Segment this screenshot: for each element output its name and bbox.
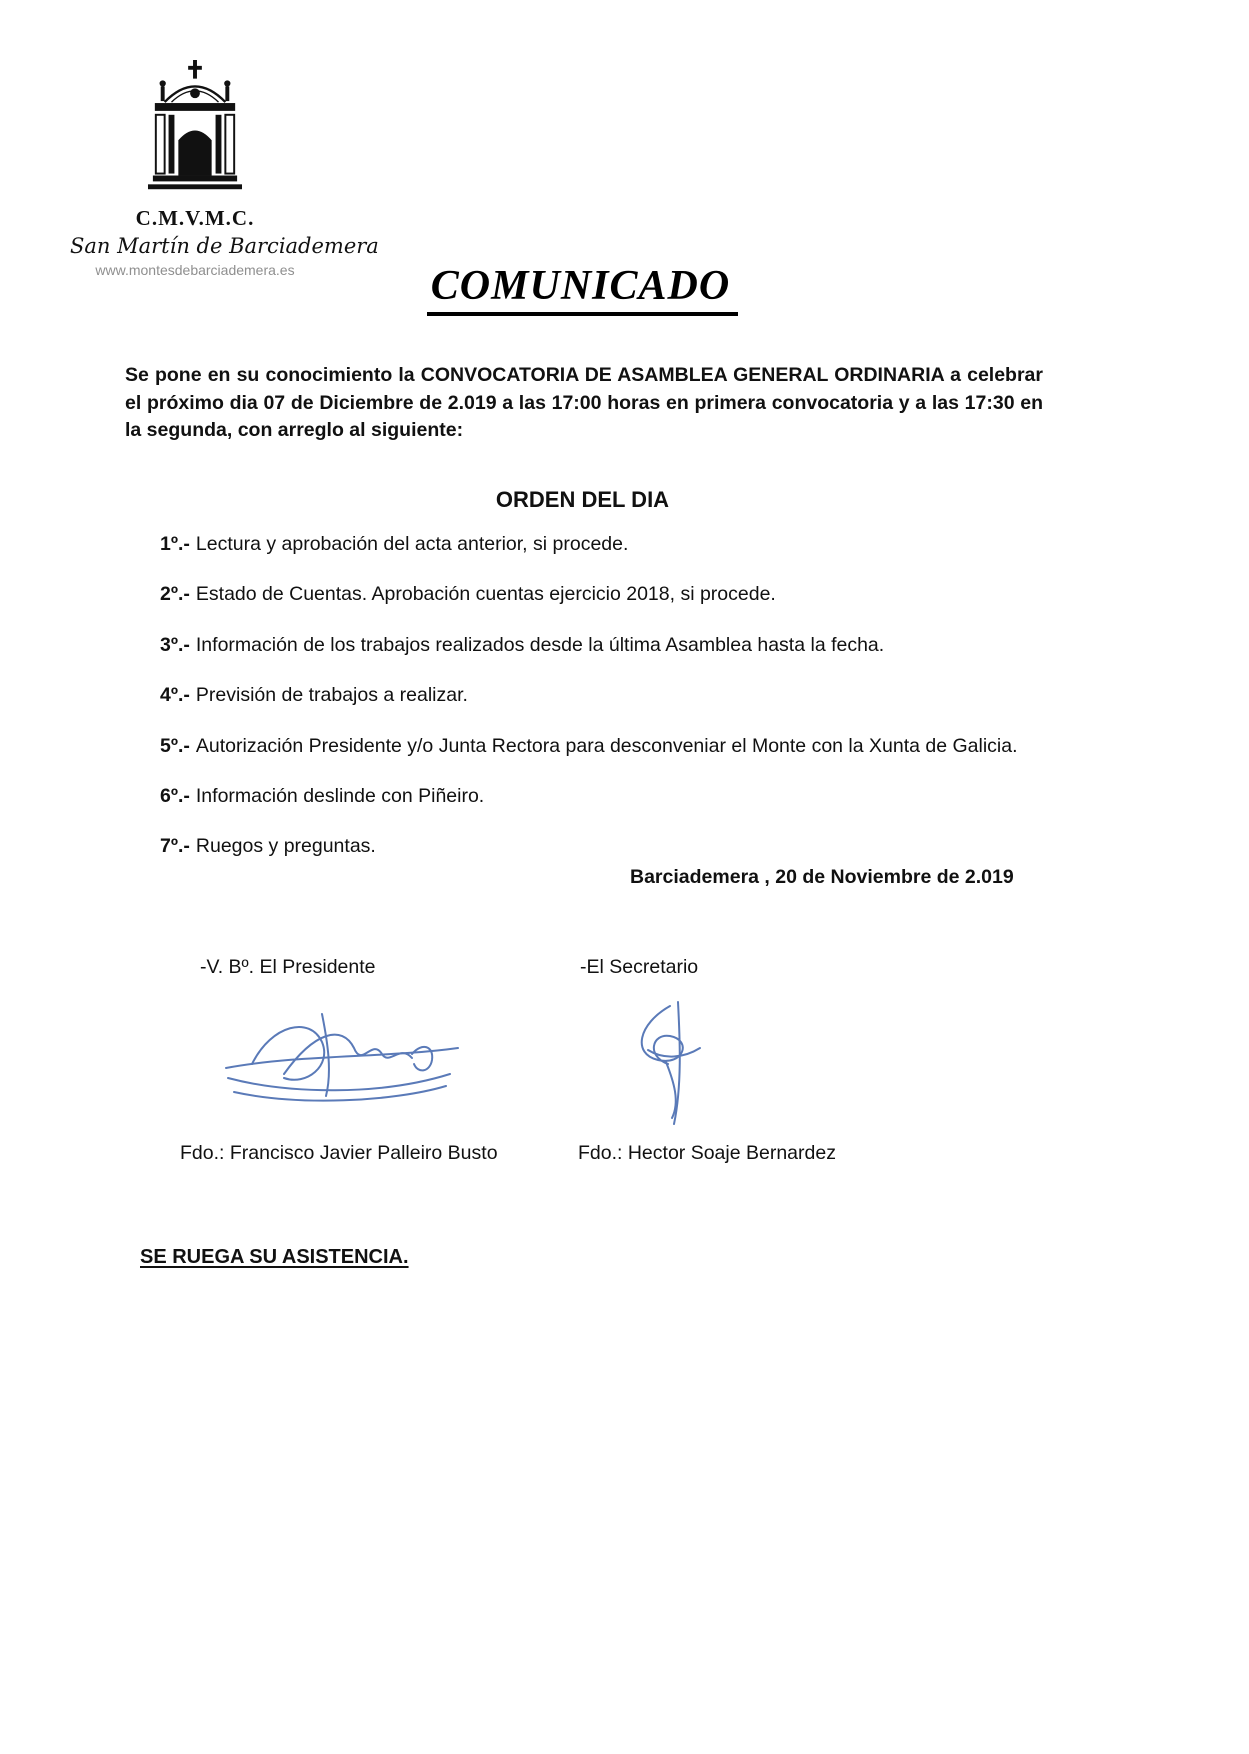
agenda-item (160, 684, 1050, 707)
church-portal-icon (141, 58, 249, 200)
title-row (125, 262, 1040, 316)
document-title: COMUNICADO (427, 262, 738, 316)
president-role-label: -V. Bº. El Presidente (200, 956, 376, 978)
agenda-item-number: 3º.- (160, 633, 190, 656)
agenda-item-number: 7º.- (160, 835, 190, 858)
agenda-item-text: Estado de Cuentas. Aprobación cuentas ejercicio 2018, si procede. (195, 583, 776, 606)
agenda-item-text: Lectura y aprobación del acta anterior, si procede. (195, 533, 629, 555)
agenda-item (160, 583, 1050, 606)
org-name: San Martín de Barciademera (70, 234, 379, 258)
org-abbreviation: C.M.V.M.C. (135, 206, 255, 230)
agenda-item-number: 6º.- (160, 784, 190, 807)
agenda-item-number: 2º.- (160, 583, 190, 606)
agenda-heading: ORDEN DEL DIA (495, 487, 670, 512)
agenda-item-number: 1º.- (160, 533, 190, 555)
agenda-item-text: Información de los trabajos realizados desde la última Asamblea hasta la fecha. (195, 633, 885, 656)
agenda-item (160, 533, 1050, 556)
dateline: Barciademera , 20 de Noviembre de 2.019 (630, 866, 1014, 888)
president-signed-name: Fdo.: Francisco Javier Palleiro Busto (180, 1142, 498, 1164)
attendance-note: SE RUEGA SU ASISTENCIA. (140, 1246, 409, 1268)
agenda-item (160, 785, 1050, 808)
agenda-item-text: Información deslinde con Piñeiro. (195, 784, 485, 807)
agenda-item-text: Autorización Presidente y/o Junta Rectora para desconveniar el Monte con la Xunta de Galicia. (195, 734, 1018, 757)
agenda-item-number: 5º.- (160, 734, 190, 757)
agenda-list (160, 533, 1050, 886)
intro-paragraph: Se pone en su conocimiento la CONVOCATORIA DE ASAMBLEA GENERAL ORDINARIA a celebrar el próximo dia 07 de Diciembre de 2.019 a las 17:00 horas en primera convocatoria y a las 17:30 en la segunda, con arreglo al siguiente: (125, 364, 1043, 442)
org-website: www.montesdebarciademera.es (95, 262, 295, 278)
agenda-item (160, 735, 1050, 758)
agenda-item (160, 634, 1050, 657)
president-signature-icon (222, 1002, 462, 1127)
agenda-item-number: 4º.- (160, 684, 190, 707)
agenda-item-text: Ruegos y preguntas. (195, 835, 376, 858)
secretary-signature-icon (608, 998, 738, 1133)
organization-logo (70, 58, 320, 200)
secretary-role-label: -El Secretario (580, 956, 699, 978)
agenda-item (160, 835, 1050, 858)
secretary-signed-name: Fdo.: Hector Soaje Bernardez (578, 1142, 836, 1164)
agenda-item-text: Previsión de trabajos a realizar. (195, 684, 468, 707)
letterhead (70, 58, 379, 278)
